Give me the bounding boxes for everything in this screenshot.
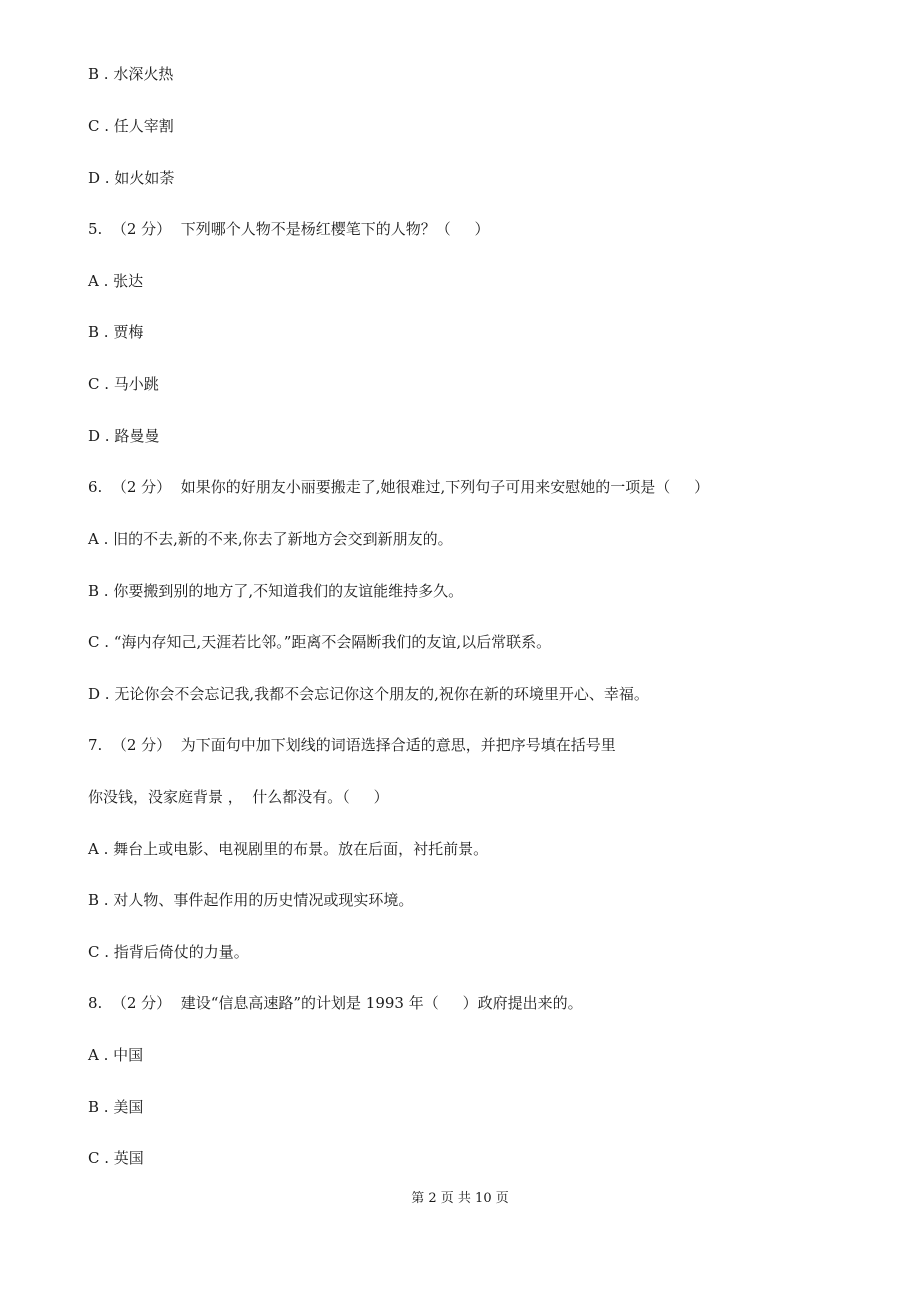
option-a-q7: A . 舞台上或电影、电视剧里的布景。放在后面，衬托前景。 — [88, 840, 489, 858]
question-6: 6. （2 分） 如果你的好朋友小丽要搬走了,她很难过,下列句子可用来安慰她的一项是（ ） — [88, 478, 710, 496]
option-d-q5: D . 路曼曼 — [88, 427, 160, 445]
option-a-q6: A . 旧的不去,新的不来,你去了新地方会交到新朋友的。 — [88, 530, 453, 548]
question-8: 8. （2 分） 建设“信息高速路”的计划是 1993 年（ ）政府提出来的。 — [88, 994, 583, 1012]
option-d-q6: D . 无论你会不会忘记我,我都不会忘记你这个朋友的,祝你在新的环境里开心、幸福。 — [88, 685, 649, 703]
option-b-q7: B . 对人物、事件起作用的历史情况或现实环境。 — [88, 891, 414, 909]
option-d-q4: D . 如火如荼 — [88, 169, 175, 187]
option-a-q8: A . 中国 — [88, 1046, 144, 1064]
question-7-sentence: 你没钱，没家庭背景 ， 什么都没有。（ ） — [88, 788, 389, 806]
option-c-q7: C . 指背后倚仗的力量。 — [88, 943, 249, 961]
option-c-q8: C . 英国 — [88, 1149, 144, 1167]
option-b-q5: B . 贾梅 — [88, 323, 144, 341]
option-a-q5: A . 张达 — [88, 272, 144, 290]
option-c-q5: C . 马小跳 — [88, 375, 159, 393]
question-5: 5. （2 分） 下列哪个人物不是杨红樱笔下的人物？（ ） — [88, 220, 490, 238]
question-7: 7. （2 分） 为下面句中加下划线的词语选择合适的意思，并把序号填在括号里 — [88, 736, 616, 754]
option-b-q6: B . 你要搬到别的地方了,不知道我们的友谊能维持多久。 — [88, 582, 464, 600]
option-c-q4: C . 任人宰割 — [88, 117, 174, 135]
option-b-q4: B . 水深火热 — [88, 65, 174, 83]
option-b-q8: B . 美国 — [88, 1098, 144, 1116]
option-c-q6: C . “海内存知己,天涯若比邻。”距离不会隔断我们的友谊,以后常联系。 — [88, 633, 552, 651]
page-footer: 第 2 页 共 10 页 — [411, 1191, 509, 1206]
